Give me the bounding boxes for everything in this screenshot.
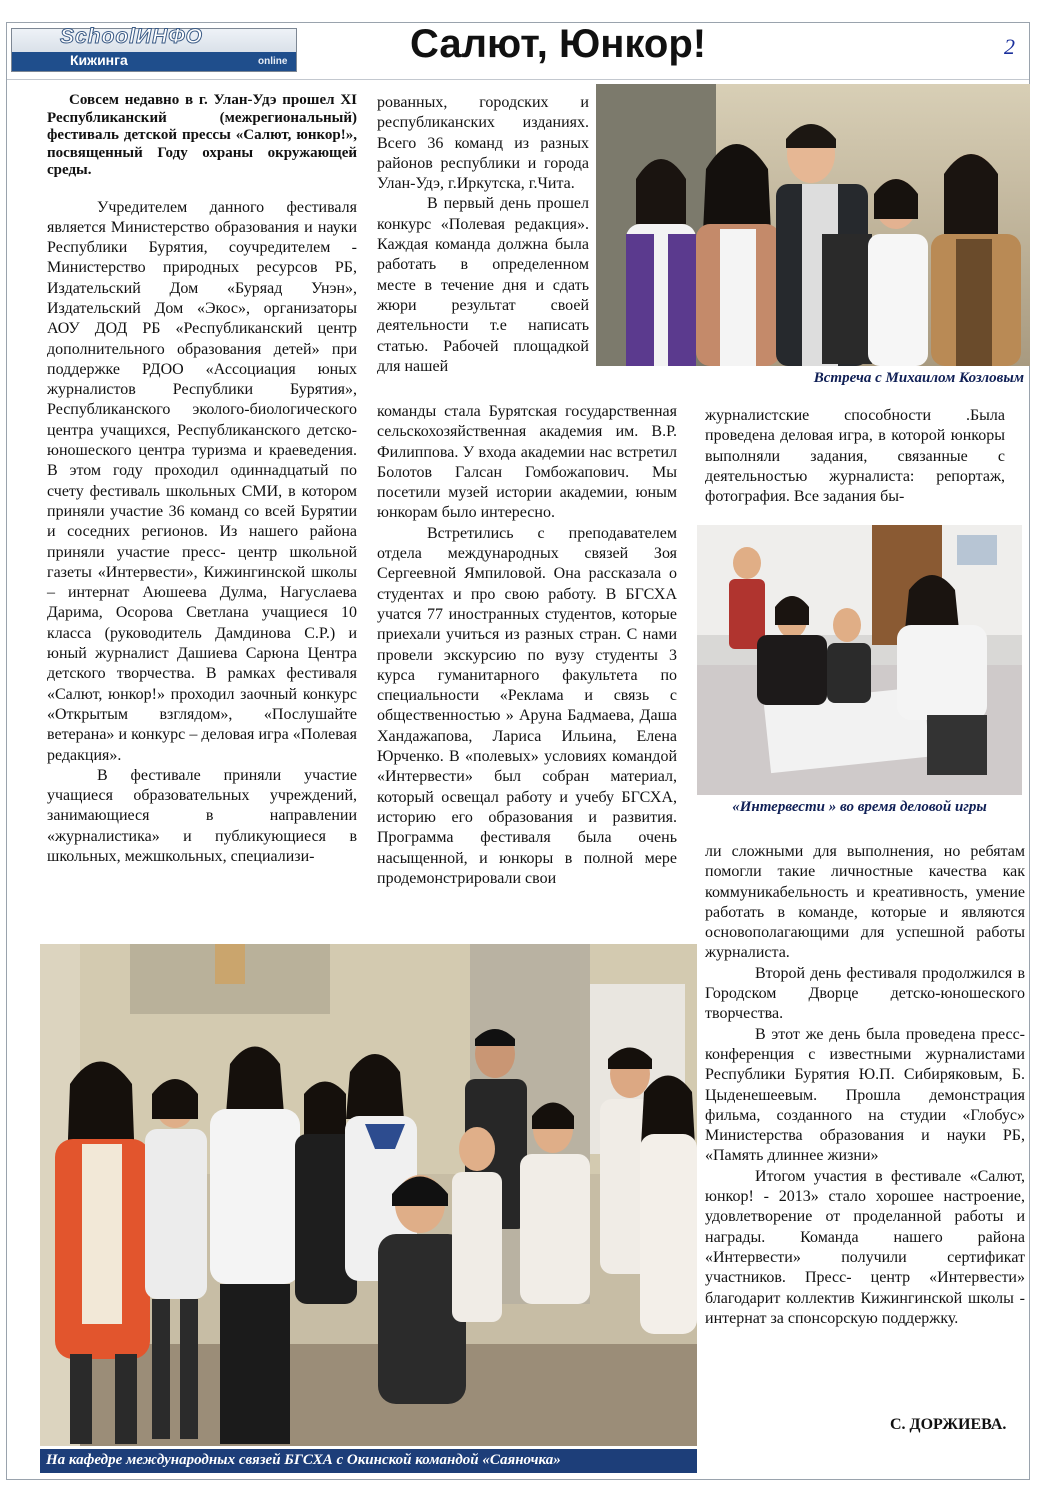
caption-photo-business-game: «Интервести » во время деловой игры: [732, 799, 987, 815]
paragraph: Встретились с преподавателем отдела международных связей Зоя Сергеевной Ямпиловой. Она рассказала о студентах и про свою работу. В БГСХА учатся 77 иностранных студентов, которые приехали учиться из разных стран. С нами провели экскурсию по вузу студенты 3 курса гуманитарного факультета по специальности «Реклама и связь с общественностью » Аруна Бадмаева, Даша Хандажапова, Лариса Ильина, Елена Юрченко. В «полевых» условиях командой «Интервести» был собран материал, который освещал работу и учебу БГСХА, историю его образования и развития. Программа фестиваля была очень насыщенной, и юнкоры в полной мере продемонстрировали свои: [377, 524, 677, 887]
newspaper-logo: [11, 25, 297, 72]
paragraph: журналистские способности .Была проведена деловая игра, в которой юнкоры выполняли задания, связанные с деятельностью журналиста: репортаж, фотография. Все задания бы-: [705, 407, 1005, 506]
lead-paragraph: Совсем недавно в г. Улан-Удэ прошел XI Республиканский (межрегиональный) фестиваль детской прессы «Салют, юнкор!», посвященный Году охраны окружающей среды.: [47, 92, 357, 178]
column-1: [47, 92, 357, 867]
paragraph: ли сложными для выполнения, но ребятам помогли такие личностные качества как коммуникабельность и креативность, умение работать в команде, которые и являются основополагающими для успешной работы журналиста.: [705, 843, 1025, 962]
caption-photo-meeting: Встреча с Михаилом Козловым: [813, 370, 1024, 386]
photo-meeting: [596, 84, 1030, 366]
paragraph: Второй день фестиваля продолжился в Городском Дворце детско-юношеского творчества.: [705, 964, 1025, 1023]
logo-brand: SchoolИНФО: [60, 25, 204, 48]
photo-team-sayanochka: [40, 944, 697, 1446]
paragraph: Итогом участия в фестивале «Салют, юнкор! - 2013» стало хорошее настроение, удовлетворение от проделанной работы и награды. Команда нашего района «Интервести» получили сертификат участников. Пресс- центр «Интервести» благодарит коллектив Кижингинской школы - интернат за спонсорскую поддержку.: [705, 1167, 1025, 1327]
author-signature: С. ДОРЖИЕВА.: [890, 1416, 1007, 1433]
paragraph: рованных, городских и республиканских изданиях. Всего 36 команд из разных районов республики и города Улан-Удэ, г.Иркутска, г.Чита.: [377, 94, 589, 193]
column-3-top: [705, 406, 1005, 507]
page-title: Салют, Юнкор!: [410, 22, 707, 66]
column-3-bottom: [705, 842, 1025, 1329]
paragraph: В первый день прошел конкурс «Полевая редакция». Каждая команда должна была работать в определенном месте в течение дня и сдать жюри результат своей деятельности т.е написать статью. Рабочей площадкой для нашей: [377, 195, 589, 375]
paragraph: В этот же день была проведена пресс-конференция с известными журналистами Республики Бурятия Ю.П. Сибиряковым, Б. Цыденешеевым. Прошла демонстрация фильма, созданного на студии «Глобус» Министерства образования и науки РБ, «Память длиннее жизни»: [705, 1025, 1025, 1165]
column-2-top: [377, 93, 589, 377]
caption-photo-team-sayanochka: На кафедре международных связей БГСХА с Окинской командой «Саяночка»: [40, 1449, 697, 1473]
logo-online: online: [258, 56, 288, 67]
column-2-bottom: [377, 402, 677, 889]
header-rule: [7, 79, 1029, 80]
paragraph: Учредителем данного фестиваля является Министерство образования и науки Республики Бурятия, соучредителем - Министерство природных ресурсов РБ, Издательский Дом «Буряад Унэн», Издательский Дом «Экос», организаторы АОУ ДОД РБ «Республиканский центр дополнительного образования детей» при поддержке РДОО «Ассоциация юных журналистов Республики Бурятия», Республиканского эколого-биологического центра учащихся, Республиканского детско-юношеского центра туризма и краеведения. В этом году проходил одиннадцатый по счету фестиваль школьных СМИ, в котором приняли участие 36 команд со всей Бурятии и соседних регионов. Из нашего района приняли участие пресс- центр школьной газеты «Интервести», Кижингинской школы – интернат Аюшеева Дулма, Нагуслаева Дарима, Осорова Светлана учащиеся 10 класса (руководитель Дамдинова С.Р.) и юный журналист Дашиева Сарюна Центра детского творчества. В рамках фестиваля «Салют, юнкор!» проходил заочный конкурс «Открытым взглядом», «Послушайте ветерана» и конкурс – деловая игра «Полевая редакция».: [47, 198, 357, 764]
page-number: 2: [1004, 34, 1015, 59]
paragraph: команды стала Бурятская государственная сельскохозяйственная академия им. В.Р. Филиппова. У входа академии нас встретил Болотов Галсан Гомбожапович. Мы посетили музей истории академии, юным юнкорам было интересно.: [377, 403, 677, 522]
logo-town: Кижинга: [70, 52, 128, 68]
photo-business-game: [697, 525, 1022, 795]
paragraph: В фестивале приняли участие учащиеся образовательных учреждений, занимающиеся в направлении «журналистика» и публикующиеся в школьных, межшкольных, специализи-: [47, 766, 357, 865]
